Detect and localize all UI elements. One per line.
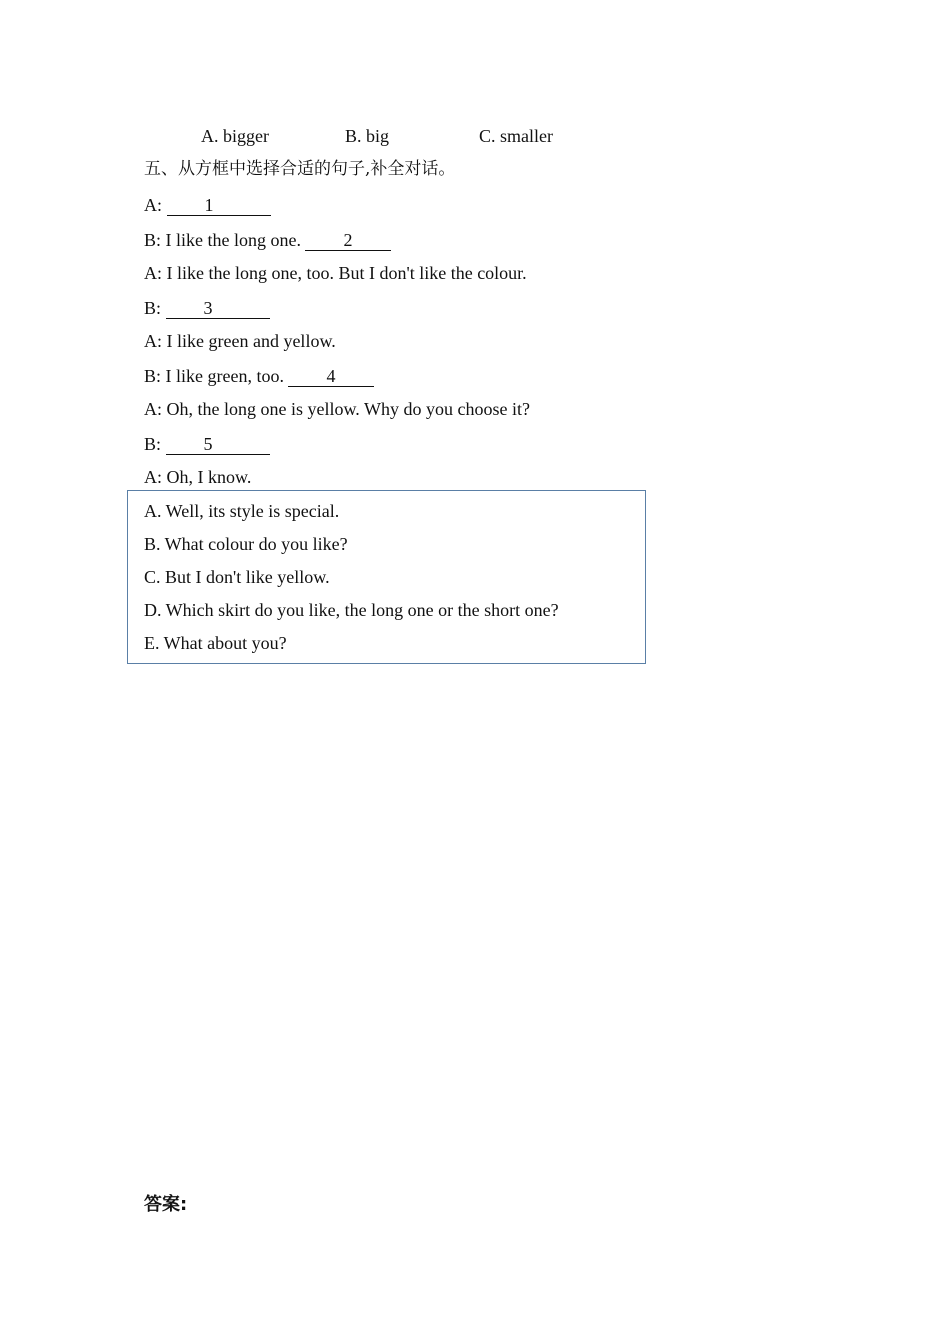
answer-blank-1[interactable] (167, 196, 271, 216)
speaker: B: (144, 366, 166, 386)
dialogue-text: Oh, I know. (166, 467, 252, 487)
section-heading: 五、从方框中选择合适的句子,补全对话。 (144, 159, 456, 179)
dialogue-line-6 (144, 365, 374, 387)
previous-question-options (0, 125, 950, 147)
speaker: A: (144, 399, 167, 419)
option-b: B. big (345, 126, 390, 146)
dialogue-line-9 (144, 466, 251, 488)
speaker: B: (144, 230, 166, 250)
blank-number: 5 (203, 434, 213, 454)
choice-d: D. Which skirt do you like, the long one or the short one? (144, 600, 559, 620)
blank-number: 4 (326, 366, 336, 386)
dialogue-line-3 (144, 262, 527, 284)
blank-number: 1 (204, 195, 214, 215)
dialogue-line-2 (144, 229, 391, 251)
choices-box (127, 490, 646, 664)
choice-e: E. What about you? (144, 633, 287, 653)
blank-number: 2 (343, 230, 353, 250)
answer-blank-5[interactable] (166, 435, 270, 455)
choice-c: C. But I don't like yellow. (144, 567, 330, 587)
dialogue-line-8 (144, 433, 270, 455)
option-a: A. bigger (201, 126, 269, 146)
dialogue-text: I like the long one, too. But I don't like the colour. (166, 263, 527, 283)
answer-blank-2[interactable] (305, 231, 391, 251)
dialogue-line-5 (144, 330, 336, 352)
speaker: A: (144, 263, 167, 283)
answer-blank-3[interactable] (166, 299, 270, 319)
option-c: C. smaller (479, 126, 553, 146)
speaker: A: (144, 195, 167, 215)
answer-blank-4[interactable] (288, 367, 374, 387)
answer-label: 答案: (144, 1194, 188, 1215)
speaker: B: (144, 298, 166, 318)
dialogue-line-1 (144, 194, 271, 216)
dialogue-line-4 (144, 297, 270, 319)
dialogue-line-7 (144, 398, 530, 420)
choice-a: A. Well, its style is special. (144, 501, 340, 521)
choice-b: B. What colour do you like? (144, 534, 348, 554)
dialogue-text: I like green and yellow. (166, 331, 336, 351)
speaker: A: (144, 467, 167, 487)
dialogue-text: I like the long one. (165, 230, 306, 250)
speaker: B: (144, 434, 166, 454)
dialogue-text: I like green, too. (165, 366, 289, 386)
speaker: A: (144, 331, 167, 351)
dialogue-text: Oh, the long one is yellow. Why do you choose it? (166, 399, 530, 419)
blank-number: 3 (203, 298, 213, 318)
